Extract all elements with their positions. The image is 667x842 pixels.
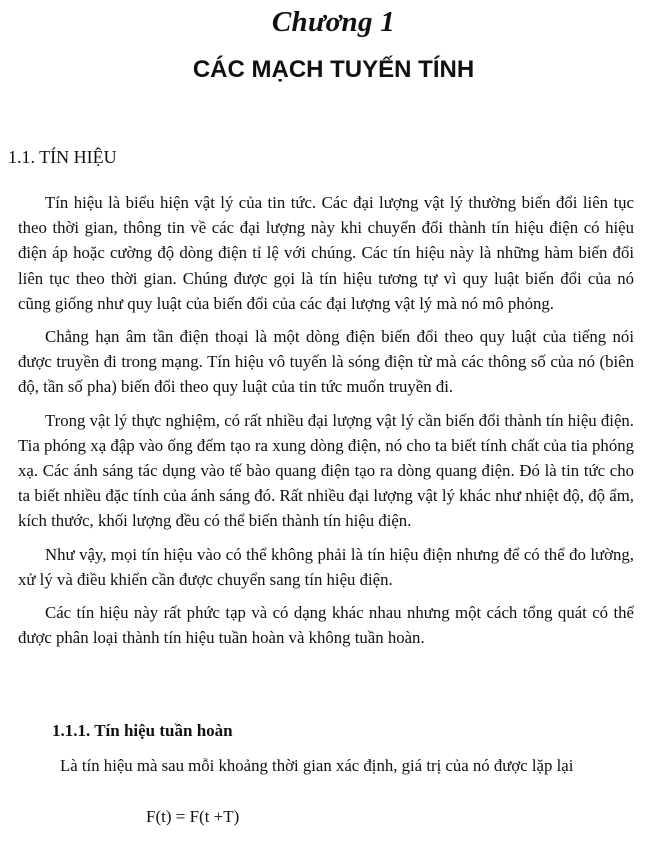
paragraph: Tín hiệu là biểu hiện vật lý của tin tức. Các đại lượng vật lý thường biến đổi liên tục theo thời gian, thông tin về các đại lượng này khi chuyển đổi thành tín hiệu điện có hiệu điện áp hoặc cường độ dòng điện tỉ lệ với chúng. Các tín hiệu này là những hàm biến đổi liên tục theo thời gian. Chúng được gọi là tín hiệu tương tự vì quy luật biến đổi của nó cũng giống như quy luật của biến đổi của các đại lượng vật lý mà nó mô phỏng. [18, 193, 634, 313]
paragraph: Chẳng hạn âm tần điện thoại là một dòng điện biến đổi theo quy luật của tiếng nói được truyền đi trong mạng. Tín hiệu vô tuyến là sóng điện từ mà các thông số của nó (biên độ, tần số pha) biến đổi theo quy luật của tin tức muốn truyền đi. [18, 327, 634, 397]
paragraph: Trong vật lý thực nghiệm, có rất nhiều đại lượng vật lý cần biến đổi thành tín hiệu điện. Tia phóng xạ đập vào ống đếm tạo ra xung dòng điện, nó cho ta biết tính chất của tia phóng xạ. Các ánh sáng tác dụng vào tế bào quang điện tạo ra dòng quang điện. Đó là tin tức cho ta biết nhiều đặc tính của ánh sáng đó. Rất nhiều đại lượng vật lý khác như nhiệt độ, độ ẩm, kích thước, khối lượng đều có thể biến thành tín hiệu điện. [18, 410, 634, 531]
chapter-label: Chương 1 [271, 6, 396, 38]
subsection-heading: 1.1.1. Tín hiệu tuần hoàn [52, 721, 233, 740]
chapter-title: CÁC MẠCH TUYẾN TÍNH [192, 56, 475, 83]
formula: F(t) = F(t +T) [146, 807, 240, 826]
section-body [18, 190, 634, 658]
section-heading: 1.1. TÍN HIỆU [8, 147, 117, 167]
subsection-paragraph: Là tín hiệu mà sau mỗi khoảng thời gian xác định, giá trị của nó được lặp lại [60, 756, 574, 775]
paragraph: Như vậy, mọi tín hiệu vào có thể không phải là tín hiệu điện nhưng để có thể đo lường, xử lý và điều khiển cần được chuyển sang tín hiệu điện. [18, 544, 634, 589]
paragraph: Các tín hiệu này rất phức tạp và có dạng khác nhau nhưng một cách tổng quát có thể được phân loại thành tín hiệu tuần hoàn và không tuần hoàn. [18, 603, 634, 648]
